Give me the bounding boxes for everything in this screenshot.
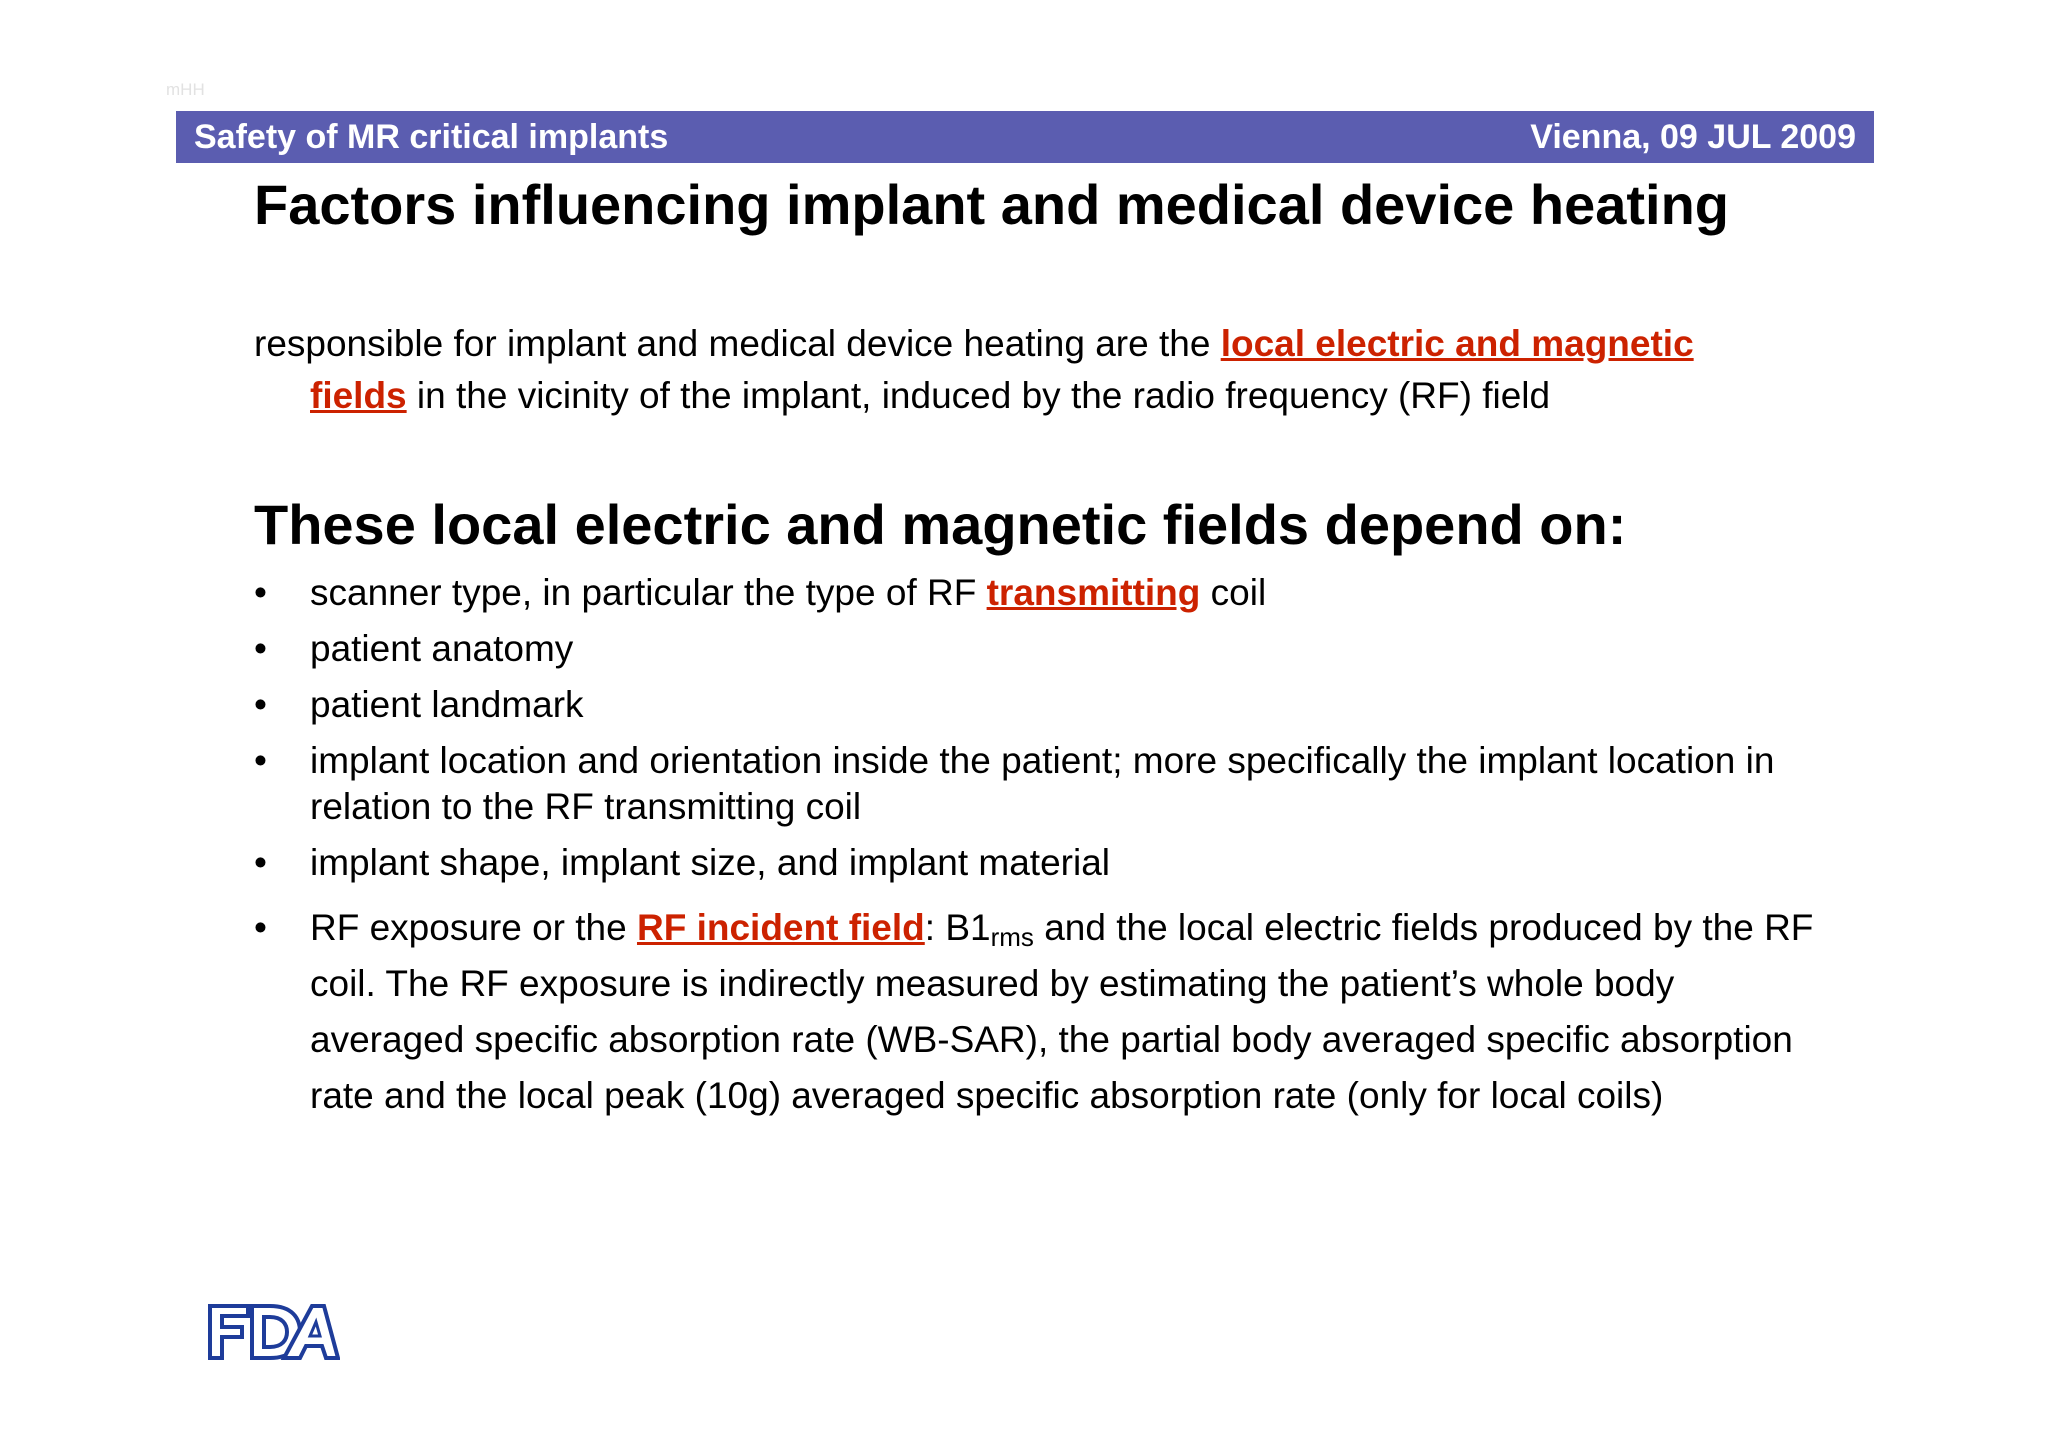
highlight-local-fields: local electric and magnetic <box>1220 323 1694 364</box>
intro-line-1 <box>254 318 1794 370</box>
bullet-list <box>254 570 1814 1124</box>
list-item <box>254 682 1814 728</box>
header-bar <box>176 111 1874 163</box>
list-item <box>254 840 1814 886</box>
intro-text-after: in the vicinity of the implant, induced by the radio frequency (RF) field <box>406 375 1551 416</box>
bullet-text-end: and the local electric fields produced by the RF coil. The RF exposure is indirectly measured by estimating the patient’s whole body averaged specific absorption rate (WB-SAR), the partial body averaged specific absorption rate and the local peak (10g) averaged specific absorption rate (only for local coils) <box>310 907 1814 1116</box>
bullet-text-end: coil <box>1200 572 1267 613</box>
list-item <box>254 900 1814 1124</box>
bullet-icon: • <box>254 572 267 613</box>
bullet-text: patient anatomy <box>310 628 574 669</box>
rms-subscript: rms <box>990 922 1034 952</box>
section-subtitle: These local electric and magnetic fields depend on: <box>254 493 1627 556</box>
bullet-text: scanner type, in particular the type of RF <box>310 572 987 613</box>
highlight-rf-incident-field: RF incident field <box>636 907 925 948</box>
bullet-text: implant shape, implant size, and implant material <box>310 842 1110 883</box>
fda-logo-icon <box>208 1302 340 1362</box>
fda-logo-text: FDA <box>208 1302 210 1303</box>
bullet-text: implant location and orientation inside the patient; more specifically the implant location in relation to the RF transmitting coil <box>310 740 1775 827</box>
bullet-icon: • <box>254 628 267 669</box>
slide-title: Factors influencing implant and medical device heating <box>254 173 1729 236</box>
list-item <box>254 738 1814 830</box>
bullet-text-b1: : B1 <box>924 907 991 948</box>
bullet-icon: • <box>254 907 267 948</box>
bullet-icon: • <box>254 684 267 725</box>
list-item <box>254 626 1814 672</box>
intro-paragraph <box>254 318 1794 422</box>
highlight-fields: fields <box>310 375 407 416</box>
bullet-icon: • <box>254 740 267 781</box>
intro-text-before: responsible for implant and medical device heating are the <box>254 323 1221 364</box>
bullet-text: RF exposure or the <box>310 907 637 948</box>
bullet-text: patient landmark <box>310 684 584 725</box>
intro-line-2 <box>254 370 1794 422</box>
watermark: mHH <box>166 80 205 99</box>
header-date: Vienna, 09 JUL 2009 <box>1530 117 1856 156</box>
highlight-transmitting: transmitting <box>986 572 1201 613</box>
bullet-icon: • <box>254 842 267 883</box>
list-item <box>254 570 1814 616</box>
header-title: Safety of MR critical implants <box>194 117 669 156</box>
